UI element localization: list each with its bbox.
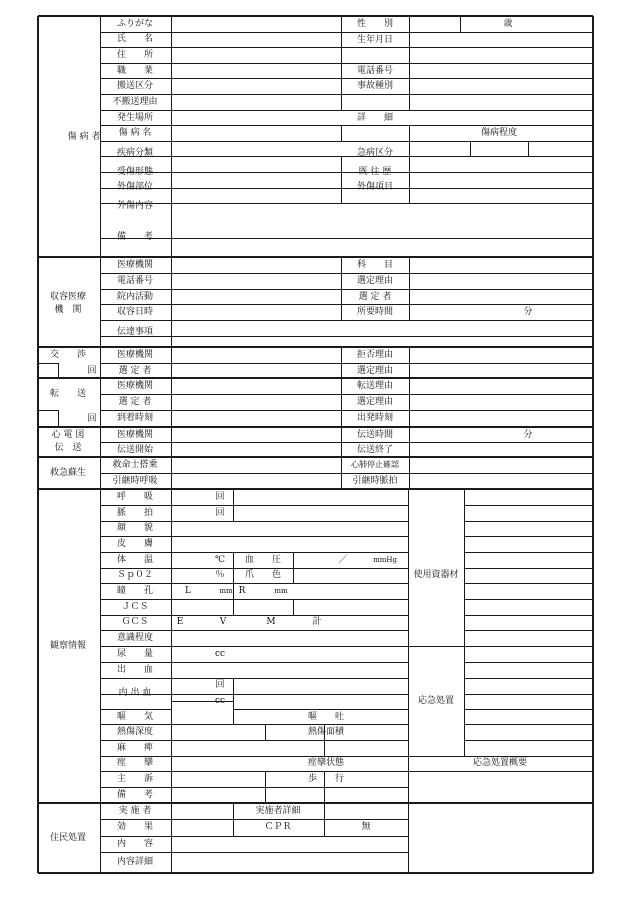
resus-label-breath: 引継時呼吸 — [112, 476, 158, 486]
row-line — [100, 172, 593, 173]
obs-walk: 歩 行 — [307, 774, 345, 784]
row-line — [38, 363, 58, 364]
row-line — [100, 473, 593, 474]
label-trauma-item: 外傷項目 — [356, 182, 394, 192]
row-line — [464, 583, 593, 584]
negotiation-count-unit: 回 — [87, 366, 97, 376]
obs-equipment: 使用資器材 — [413, 570, 459, 580]
column-line — [460, 16, 461, 32]
emergency-report-form — [38, 16, 593, 873]
ecg-minute: 分 — [523, 430, 533, 440]
column-line — [265, 771, 266, 803]
obs-label-spo2: Ｓｐ０２ — [116, 570, 154, 580]
obs-label-urine: 尿 量 — [116, 649, 154, 659]
column-line — [341, 156, 342, 203]
row-line — [100, 110, 593, 111]
obs-first-aid-summary: 応急処置概要 — [472, 758, 528, 768]
hospital-label-message: 伝達事項 — [116, 327, 154, 337]
row-line — [100, 646, 408, 647]
frame-line — [37, 16, 39, 873]
obs-mmhg: mmHg — [373, 556, 397, 564]
column-line — [233, 489, 234, 521]
row-line — [100, 599, 408, 600]
column-line — [341, 457, 342, 489]
obs-label-breath: 呼 吸 — [116, 492, 154, 502]
column-line — [341, 257, 342, 320]
obs-pupil-l: L — [185, 586, 191, 596]
ecg-label-start: 伝送開始 — [116, 445, 154, 455]
label-phone: 電話番号 — [356, 66, 394, 76]
obs-celsius: ℃ — [214, 555, 226, 565]
section-divider — [38, 488, 593, 490]
row-line — [464, 740, 593, 741]
obs-label-gcs: ＧＣＳ — [121, 617, 149, 627]
row-line — [100, 156, 593, 157]
column-line — [341, 347, 342, 378]
transfer-count-unit: 回 — [87, 414, 97, 424]
row-line — [100, 583, 408, 584]
column-line — [409, 16, 410, 110]
column-line — [171, 16, 172, 873]
obs-label-face: 顔 貌 — [116, 523, 154, 533]
row-line — [464, 694, 593, 695]
column-line — [409, 125, 410, 203]
section-divider — [38, 802, 593, 804]
column-line — [528, 141, 529, 156]
obs-convulsion-state: 痙攣状態 — [307, 758, 345, 768]
row-line — [100, 336, 593, 337]
row-line — [38, 410, 58, 411]
row-line — [100, 852, 408, 853]
column-line — [58, 363, 59, 378]
obs-pupil-mm-r: mm — [274, 587, 288, 595]
hospital-label-phone: 電話番号 — [116, 276, 154, 286]
section-hospital: 収容医療 機 関 — [49, 292, 87, 315]
label-history: 既 往 歴 — [358, 167, 392, 177]
row-line — [464, 568, 593, 569]
hospital-label-reason: 選定理由 — [356, 276, 394, 286]
row-line — [464, 505, 593, 506]
column-line — [409, 257, 410, 320]
obs-label-jcs: ＪＣＳ — [121, 602, 149, 612]
negotiation-label-selector: 選 定 者 — [118, 366, 152, 376]
negotiation-label-institution: 医療機関 — [116, 350, 154, 360]
column-line — [464, 489, 465, 756]
label-occupation: 職 業 — [116, 66, 154, 76]
row-line — [100, 442, 593, 443]
section-divider — [38, 15, 593, 17]
column-line — [409, 457, 410, 489]
section-resuscitation: 救急蘇生 — [49, 468, 87, 478]
row-line — [100, 125, 593, 126]
obs-label-bleeding: 出 血 — [116, 665, 154, 675]
column-line — [58, 410, 59, 427]
row-line — [100, 615, 408, 616]
label-place: 発生場所 — [116, 113, 154, 123]
section-ecg: 心 電 図 伝 送 — [51, 430, 85, 453]
label-non-transport-reason: 不搬送理由 — [112, 97, 158, 107]
obs-gcs-e: E — [176, 617, 184, 627]
row-line — [100, 94, 593, 95]
row-line — [464, 536, 593, 537]
resident-label-performer: 実 施 者 — [118, 806, 152, 816]
row-line — [464, 630, 593, 631]
row-line — [100, 787, 408, 788]
transfer-label-institution: 医療機関 — [116, 381, 154, 391]
row-line — [100, 188, 593, 189]
row-line — [464, 724, 593, 725]
label-accident-type: 事故種別 — [356, 81, 394, 91]
row-line — [408, 771, 593, 772]
resident-label-effect: 効 果 — [116, 822, 154, 832]
negotiation-label-reason: 選定理由 — [356, 366, 394, 376]
label-injury-form: 受傷形態 — [116, 167, 154, 177]
obs-label-internal-bleeding: 内 出 血 — [118, 688, 152, 698]
row-line — [100, 320, 593, 321]
label-sex: 性 別 — [356, 19, 394, 29]
row-line — [100, 63, 593, 64]
obs-first-aid: 応急処置 — [417, 696, 455, 706]
column-line — [408, 489, 409, 873]
row-line — [100, 740, 408, 741]
row-line — [100, 32, 593, 33]
obs-label-pulse: 脈 拍 — [116, 508, 154, 518]
transfer-label-reason1: 転送理由 — [356, 381, 394, 391]
obs-label-burn-depth: 熱傷深度 — [116, 727, 154, 737]
section-divider — [38, 346, 593, 348]
resident-label-cpr: ＣＰＲ — [264, 822, 292, 832]
obs-label-nausea: 嘔 気 — [116, 712, 154, 722]
obs-times-pulse: 回 — [215, 508, 225, 518]
section-divider — [38, 256, 593, 258]
column-line — [470, 141, 471, 156]
row-line — [100, 536, 408, 537]
row-line — [100, 273, 593, 274]
resident-label-none: 無 — [361, 822, 371, 832]
row-line — [100, 678, 408, 679]
row-line — [464, 662, 593, 663]
hospital-label-duration: 所要時間 — [356, 307, 394, 317]
obs-bp: 血 圧 — [244, 555, 282, 565]
column-line — [233, 599, 234, 615]
resident-label-content-detail: 内容詳細 — [116, 857, 154, 867]
row-line — [464, 678, 593, 679]
row-line — [100, 521, 408, 522]
obs-vomit: 嘔 吐 — [307, 712, 345, 722]
row-line — [100, 47, 593, 48]
row-line — [100, 238, 593, 239]
label-emergency-class: 急病区分 — [356, 148, 394, 158]
row-line — [100, 289, 593, 290]
section-negotiation: 交 渉 — [49, 350, 87, 360]
ecg-label-end: 伝送終了 — [356, 445, 394, 455]
column-line — [341, 16, 342, 110]
obs-label-temp: 体 温 — [116, 555, 154, 565]
hospital-label-institution: 医療機関 — [116, 260, 154, 270]
resident-label-performer-detail: 実施者詳細 — [255, 806, 301, 816]
section-divider — [38, 426, 593, 428]
obs-label-convulsion: 痙 攣 — [116, 758, 154, 768]
obs-ib-cc: cc — [214, 696, 226, 706]
row-line — [100, 304, 593, 305]
section-resident: 住民処置 — [49, 833, 87, 843]
label-trauma-content: 外傷内容 — [116, 201, 154, 211]
row-line — [464, 521, 593, 522]
row-line — [100, 78, 593, 79]
resus-label-arrest: 心肺停止確認 — [351, 460, 399, 469]
row-line — [100, 568, 408, 569]
label-injury-name: 傷 病 名 — [118, 128, 152, 138]
section-patient: 傷 病 者 — [67, 132, 101, 142]
ecg-label-time: 伝送時間 — [356, 430, 394, 440]
row-line — [100, 836, 408, 837]
hospital-label-time: 収容日時 — [116, 307, 154, 317]
frame-line — [592, 16, 594, 873]
obs-label-remarks: 備 考 — [116, 790, 154, 800]
transfer-label-selector: 選 定 者 — [118, 397, 152, 407]
column-line — [409, 378, 410, 427]
obs-label-pupil: 瞳 孔 — [116, 586, 154, 596]
column-line — [293, 568, 294, 583]
row-line — [100, 756, 408, 757]
row-line — [100, 505, 408, 506]
label-remarks: 備 考 — [116, 232, 154, 242]
section-divider — [38, 377, 593, 379]
hospital-label-activity: 院内活動 — [116, 292, 154, 302]
label-disease-class: 疾病分類 — [116, 148, 154, 158]
label-trauma-site: 外傷部位 — [116, 182, 154, 192]
row-line — [100, 552, 408, 553]
label-name: 氏 名 — [116, 34, 154, 44]
column-line — [100, 16, 101, 873]
section-divider — [38, 872, 593, 874]
row-line — [464, 552, 593, 553]
row-line — [100, 410, 593, 411]
obs-gcs-total: 計 — [312, 617, 322, 627]
label-transport-class: 搬送区分 — [116, 81, 154, 91]
column-line — [265, 724, 266, 740]
row-line — [464, 599, 593, 600]
obs-times-breath: 回 — [215, 492, 225, 502]
section-observation: 観察情報 — [49, 641, 87, 651]
label-severity: 傷病程度 — [480, 128, 518, 138]
row-line — [233, 709, 408, 710]
row-line — [100, 709, 171, 710]
column-line — [409, 427, 410, 457]
obs-percent: ％ — [215, 570, 225, 580]
obs-urine-cc: cc — [214, 649, 226, 659]
row-line — [408, 756, 593, 757]
label-birth: 生年月日 — [356, 35, 394, 45]
row-line — [100, 363, 593, 364]
obs-times-ib: 回 — [215, 680, 225, 690]
label-address: 住 所 — [116, 50, 154, 60]
row-line — [100, 203, 593, 204]
hospital-label-selector: 選 定 者 — [358, 292, 392, 302]
section-divider — [38, 456, 593, 458]
label-furigana: ふりがな — [116, 19, 154, 29]
row-line — [100, 771, 408, 772]
obs-label-consciousness: 意識程度 — [116, 633, 154, 643]
label-age-unit: 歳 — [503, 19, 513, 29]
obs-nail: 爪 色 — [244, 570, 282, 580]
section-transfer: 転 送 — [49, 389, 87, 399]
column-line — [341, 427, 342, 457]
column-line — [233, 803, 234, 836]
resident-label-content: 内 容 — [116, 839, 154, 849]
column-line — [233, 678, 234, 724]
row-line — [100, 662, 408, 663]
row-line — [464, 709, 593, 710]
column-line — [341, 125, 342, 141]
negotiation-label-refusal: 拒否理由 — [356, 350, 394, 360]
obs-label-skin: 皮 膚 — [116, 539, 154, 549]
row-line — [100, 141, 593, 142]
row-line — [408, 646, 593, 647]
obs-pupil-mm-l: mm — [219, 587, 233, 595]
resus-label-pulse: 引継時脈拍 — [352, 476, 398, 486]
transfer-label-reason2: 選定理由 — [356, 397, 394, 407]
column-line — [341, 378, 342, 427]
column-line — [233, 568, 234, 583]
label-detail: 詳 細 — [356, 113, 394, 123]
column-line — [409, 347, 410, 378]
hospital-label-dept: 科 目 — [356, 260, 394, 270]
row-line — [100, 630, 408, 631]
obs-bp-slash: ／ — [338, 555, 348, 565]
hospital-minute: 分 — [523, 307, 533, 317]
transfer-label-departure: 出発時刻 — [356, 413, 394, 423]
obs-gcs-m: M — [266, 617, 276, 627]
transfer-label-arrival: 到着時刻 — [116, 413, 154, 423]
row-line — [100, 819, 408, 820]
column-line — [324, 803, 325, 836]
obs-gcs-v: V — [219, 617, 227, 627]
row-line — [100, 394, 593, 395]
column-line — [293, 599, 294, 615]
ecg-label-institution: 医療機関 — [116, 430, 154, 440]
obs-pupil-r: R — [238, 586, 246, 596]
column-line — [293, 552, 294, 568]
row-line — [100, 724, 408, 725]
row-line — [464, 615, 593, 616]
obs-label-complaint: 主 訴 — [116, 774, 154, 784]
obs-label-paralysis: 麻 痺 — [116, 743, 154, 753]
obs-burn-area: 熱傷面積 — [307, 727, 345, 737]
resus-label-medic: 救命士搭乗 — [112, 460, 158, 470]
